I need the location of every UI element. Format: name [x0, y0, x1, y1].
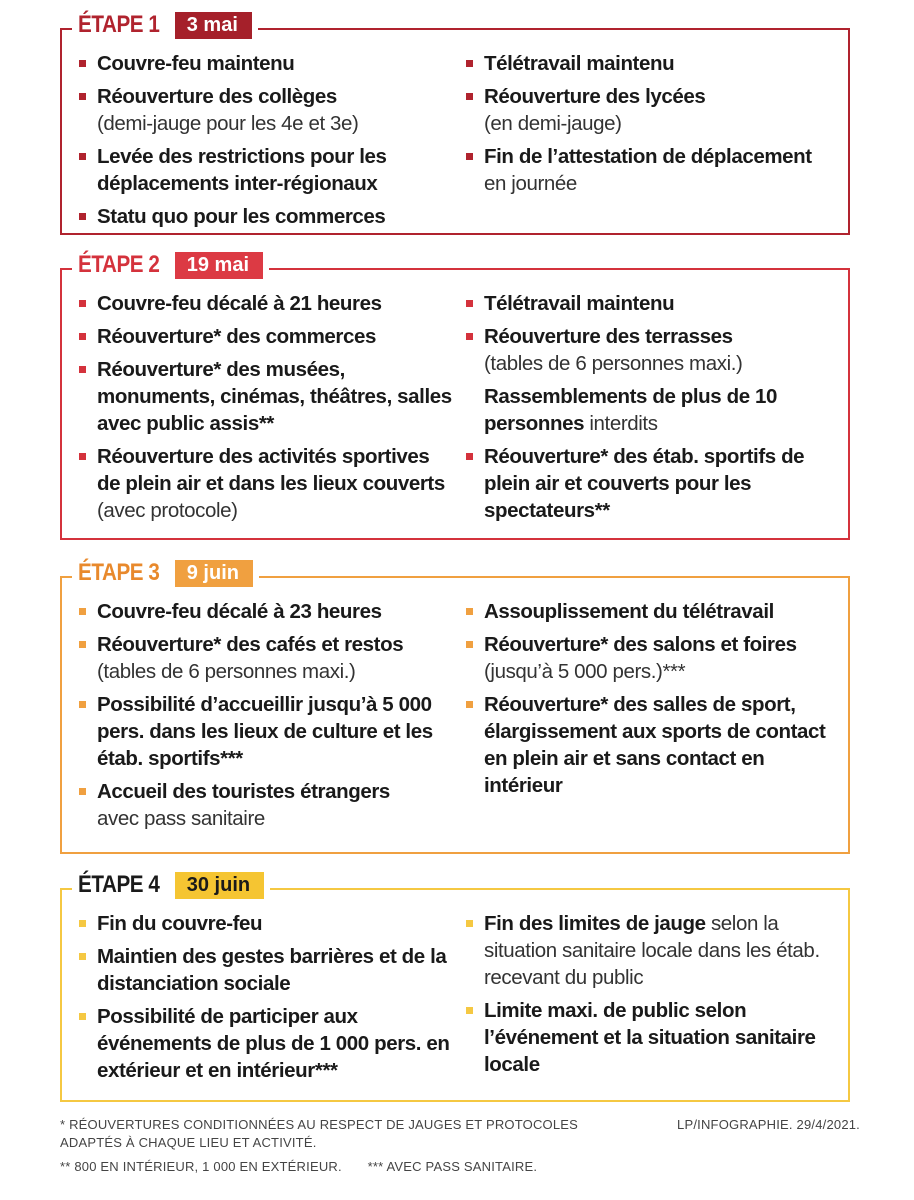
footnote-conditions: * RÉOUVERTURES CONDITIONNÉES AU RESPECT DE JAUGES ET PROTOCOLES ADAPTÉS À CHAQUE LIEU ET ACTIVITÉ. [60, 1117, 579, 1150]
stage-3-date-badge: 9 juin [175, 560, 253, 587]
bullet-icon [79, 60, 86, 67]
footnotes [60, 1116, 860, 1176]
bullet-icon [466, 453, 473, 460]
stage-3-right-column [464, 598, 844, 805]
footnote-row-2 [60, 1158, 860, 1176]
stage-2-date-badge: 19 mai [175, 252, 263, 279]
bullet-icon [79, 701, 86, 708]
list-item [464, 383, 844, 437]
item-bold-text: Maintien des gestes barrières et de la distanciation sociale [97, 945, 447, 995]
item-bold-text: Réouverture des collèges [97, 85, 337, 108]
list-item [464, 443, 844, 524]
bullet-icon [79, 641, 86, 648]
stage-4-right-column [464, 910, 844, 1084]
list-item [77, 691, 452, 772]
item-bold-text: Possibilité de participer aux événements de plus de 1 000 pers. en extérieur et en intérieur*** [97, 1005, 450, 1082]
list-item [77, 443, 452, 524]
list-item [464, 910, 844, 991]
bullet-icon [466, 153, 473, 160]
stage-4-box [60, 871, 850, 1102]
list-item [464, 598, 844, 625]
item-bold-text: Réouverture* des étab. sportifs de plein air et couverts pour les spectateurs** [484, 445, 805, 522]
item-bold-text: Rassemblements de plus de 10 personnes [484, 385, 778, 435]
stage-3-header [72, 559, 259, 587]
item-bold-text: Levée des restrictions pour les déplacements inter-régionaux [97, 145, 387, 195]
list-item [77, 778, 452, 832]
item-normal-text: (en demi-jauge) [484, 112, 622, 135]
list-item [464, 50, 844, 77]
list-item [77, 1003, 452, 1084]
list-item [77, 83, 452, 137]
list-item [77, 943, 452, 997]
item-normal-text: (tables de 6 personnes maxi.) [484, 352, 743, 375]
bullet-icon [466, 920, 473, 927]
stage-2-title: ÉTAPE 2 [78, 251, 160, 278]
item-bold-text: Fin des limites de jauge [484, 912, 706, 935]
bullet-icon [466, 60, 473, 67]
bullet-icon [466, 641, 473, 648]
list-item [77, 143, 452, 197]
stage-1-left-column [77, 50, 452, 236]
list-item [464, 631, 844, 685]
item-normal-text: avec pass sanitaire [97, 807, 265, 830]
bullet-icon [466, 300, 473, 307]
item-bold-text: Réouverture* des salons et foires [484, 633, 797, 656]
item-bold-text: Réouverture* des commerces [97, 325, 377, 348]
list-item [464, 691, 844, 799]
item-bold-text: Réouverture des lycées [484, 85, 706, 108]
bullet-icon [79, 453, 86, 460]
bullet-icon [466, 333, 473, 340]
item-normal-text: (tables de 6 personnes maxi.) [97, 660, 356, 683]
item-bold-text: Assouplissement du télétravail [484, 600, 774, 623]
footnote-pass: *** AVEC PASS SANITAIRE. [367, 1159, 538, 1174]
stage-1-box [60, 11, 850, 235]
item-bold-text: Télétravail maintenu [484, 292, 675, 315]
list-item [464, 323, 844, 377]
item-bold-text: Statu quo pour les commerces [97, 205, 386, 228]
bullet-icon [79, 788, 86, 795]
item-bold-text: Couvre-feu maintenu [97, 52, 295, 75]
credit-line: LP/INFOGRAPHIE. 29/4/2021. [677, 1117, 860, 1132]
item-bold-text: Télétravail maintenu [484, 52, 675, 75]
list-item [77, 356, 452, 437]
item-normal-text: (demi-jauge pour les 4e et 3e) [97, 112, 359, 135]
item-bold-text: Possibilité d’accueillir jusqu’à 5 000 pers. dans les lieux de culture et les étab. sportifs*** [97, 693, 433, 770]
stage-2-right-column [464, 290, 844, 530]
list-item [77, 631, 452, 685]
list-item [77, 910, 452, 937]
list-item [464, 143, 844, 197]
stage-1-right-column [464, 50, 844, 203]
bullet-icon [79, 333, 86, 340]
bullet-icon [79, 153, 86, 160]
bullet-icon [79, 608, 86, 615]
stage-1-header [72, 11, 258, 39]
stage-2-left-column [77, 290, 452, 530]
list-item [77, 323, 452, 350]
item-normal-text: (jusqu’à 5 000 pers.)*** [484, 660, 686, 683]
bullet-icon [466, 701, 473, 708]
item-bold-text: Réouverture* des musées, monuments, cinémas, théâtres, salles avec public assis** [97, 358, 452, 435]
item-normal-text: en journée [484, 172, 577, 195]
stage-2-box [60, 251, 850, 540]
bullet-icon [79, 920, 86, 927]
stage-1-date-badge: 3 mai [175, 12, 252, 39]
stage-4-header [72, 871, 270, 899]
bullet-icon [79, 953, 86, 960]
stage-4-date-badge: 30 juin [175, 872, 264, 899]
stage-4-left-column [77, 910, 452, 1090]
bullet-icon [466, 93, 473, 100]
list-item [464, 83, 844, 137]
item-bold-text: Réouverture* des cafés et restos [97, 633, 404, 656]
stage-3-left-column [77, 598, 452, 838]
bullet-icon [466, 1007, 473, 1014]
item-bold-text: Couvre-feu décalé à 21 heures [97, 292, 382, 315]
list-item [464, 997, 844, 1078]
footnote-row [60, 1116, 860, 1152]
list-item [77, 50, 452, 77]
bullet-icon [79, 366, 86, 373]
stage-2-header [72, 251, 269, 279]
footnote-capacity: ** 800 EN INTÉRIEUR, 1 000 EN EXTÉRIEUR. [60, 1159, 342, 1174]
item-bold-text: Réouverture des terrasses [484, 325, 733, 348]
bullet-icon [79, 93, 86, 100]
list-item [77, 290, 452, 317]
item-bold-text: Réouverture des activités sportives de plein air et dans les lieux couverts [97, 445, 445, 495]
stage-4-title: ÉTAPE 4 [78, 871, 160, 898]
item-bold-text: Réouverture* des salles de sport, élargissement aux sports de contact en plein air et sans contact en intérieur [484, 693, 826, 797]
item-bold-text: Fin du couvre-feu [97, 912, 263, 935]
stage-3-title: ÉTAPE 3 [78, 559, 160, 586]
list-item [77, 203, 452, 230]
bullet-icon [79, 1013, 86, 1020]
item-bold-text: Accueil des touristes étrangers [97, 780, 390, 803]
item-bold-text: Limite maxi. de public selon l’événement et la situation sanitaire locale [484, 999, 816, 1076]
bullet-icon [79, 300, 86, 307]
bullet-icon [79, 213, 86, 220]
item-bold-text: Couvre-feu décalé à 23 heures [97, 600, 382, 623]
list-item [77, 598, 452, 625]
item-normal-text: interdits [589, 412, 658, 435]
item-normal-text: selon la situation sanitaire locale dans les étab. recevant du public [484, 912, 820, 989]
bullet-icon [466, 608, 473, 615]
stage-3-box [60, 559, 850, 854]
item-normal-text: (avec protocole) [97, 499, 238, 522]
stage-1-title: ÉTAPE 1 [78, 11, 160, 38]
item-bold-text: Fin de l’attestation de déplacement [484, 145, 812, 168]
list-item [464, 290, 844, 317]
